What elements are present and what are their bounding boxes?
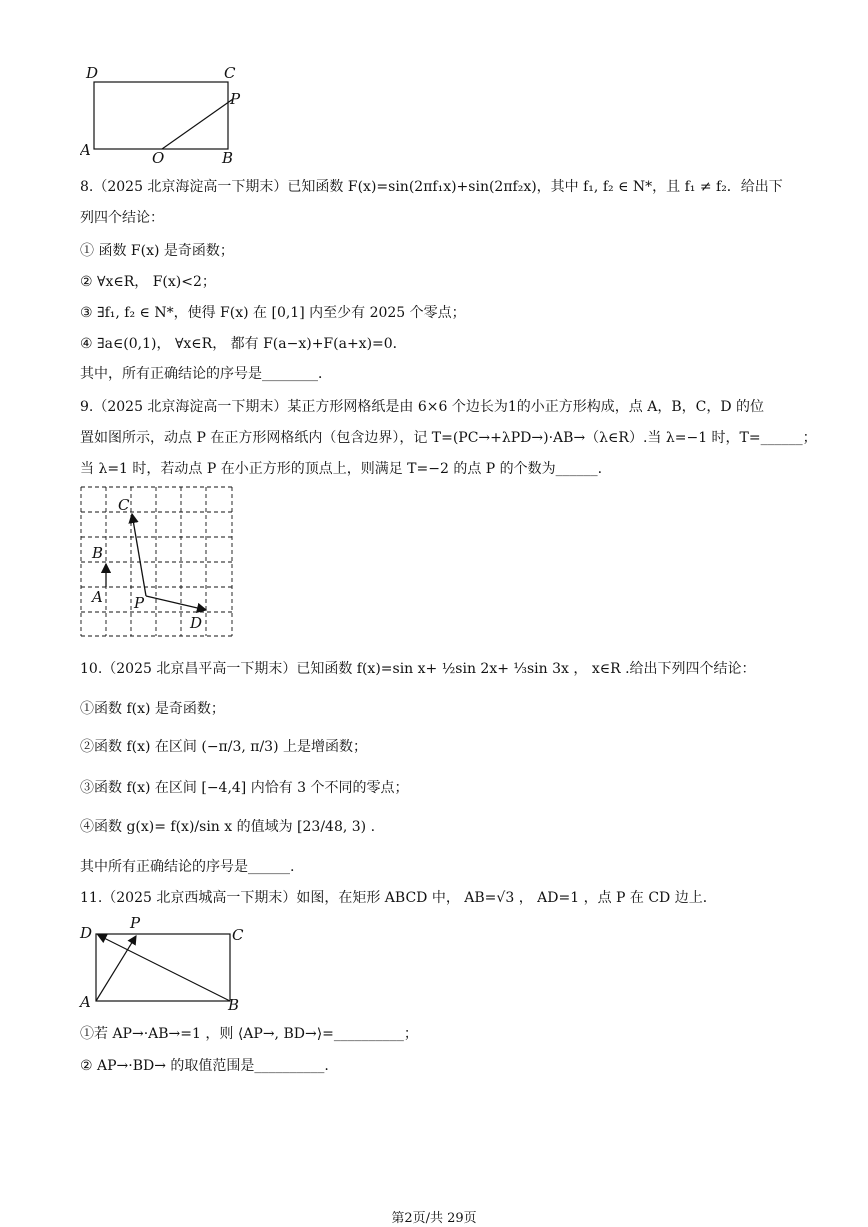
q11-part-2: ② AP→·BD→ 的取值范围是__________. — [80, 1058, 329, 1074]
grid-label-C: C — [118, 496, 130, 514]
grid-label-P: P — [134, 594, 145, 612]
grid-figure — [80, 486, 236, 640]
q8-conclusion-4: ④ ∃a∈(0,1)， ∀x∈R， 都有 F(a−x)+F(a+x)=0． — [80, 336, 407, 352]
q10-question: 其中所有正确结论的序号是______. — [80, 859, 295, 875]
q11-stem: 11.（2025 北京西城高一下期末）如图，在矩形 ABCD 中， AB=√3 ， AD=1 ，点 P 在 CD 边上． — [80, 890, 717, 906]
label-B: B — [222, 149, 234, 167]
q8-conclusion-2: ② ∀x∈R， F(x)<2； — [80, 274, 216, 290]
q11-label-C: C — [232, 926, 244, 944]
q8-question: 其中，所有正确结论的序号是________． — [80, 366, 332, 382]
rectangle-figure-q11 — [78, 914, 250, 1014]
grid-label-D: D — [190, 614, 203, 632]
q8-conclusion-1: ① 函数 F(x) 是奇函数； — [80, 243, 234, 259]
grid-label-A: A — [92, 588, 103, 606]
q11-part-1: ①若 AP→·AB→=1 ，则 ⟨AP→, BD→⟩=__________； — [80, 1026, 418, 1042]
q9-line3: 当 λ=1 时，若动点 P 在小正方形的顶点上，则满足 T=−2 的点 P 的个数为______. — [80, 461, 603, 477]
label-P: P — [230, 90, 241, 108]
q9-line2: 置如图所示，动点 P 在正方形网格纸内（包含边界），记 T=(PC→+λPD→)·AB→（λ∈R）.当 λ=−1 时，T=______； — [80, 430, 817, 446]
q9-line1: 9.（2025 北京海淀高一下期末）某正方形网格纸是由 6×6 个边长为1的小正方形构成，点 A，B，C，D 的位 — [80, 399, 765, 415]
rectangle-figure-top — [80, 62, 250, 168]
q10-conclusion-1: ①函数 f(x) 是奇函数； — [80, 701, 225, 717]
label-A: A — [80, 141, 91, 159]
q8-stem-line1: 8.（2025 北京海淀高一下期末）已知函数 F(x)=sin(2πf₁x)+sin(2πf₂x)，其中 f₁, f₂ ∈ N*，且 f₁ ≠ f₂．给出下 — [80, 179, 783, 195]
q8-stem-line2: 列四个结论： — [80, 210, 164, 226]
q11-label-P: P — [130, 914, 141, 932]
q11-label-D: D — [80, 924, 93, 942]
q8-conclusion-3: ③ ∃f₁, f₂ ∈ N*，使得 F(x) 在 [0,1] 内至少有 2025 个零点； — [80, 305, 466, 321]
q11-label-B: B — [228, 996, 240, 1014]
q10-conclusion-4: ④函数 g(x)= f(x)/sin x 的值域为 [23/48, 3) . — [80, 819, 376, 835]
q10-stem: 10.（2025 北京昌平高一下期末）已知函数 f(x)=sin x+ ½sin 2x+ ⅓sin 3x ， x∈R .给出下列四个结论： — [80, 661, 756, 677]
page-footer: 第2页/共 29页 — [391, 1211, 477, 1226]
q10-conclusion-3: ③函数 f(x) 在区间 [−4,4] 内恰有 3 个不同的零点； — [80, 780, 409, 796]
label-O: O — [152, 149, 165, 167]
label-C: C — [224, 64, 236, 82]
q10-conclusion-2: ②函数 f(x) 在区间 (−π/3, π/3) 上是增函数； — [80, 739, 368, 755]
label-D: D — [86, 64, 99, 82]
q11-label-A: A — [80, 993, 91, 1011]
grid-label-B: B — [92, 544, 104, 562]
